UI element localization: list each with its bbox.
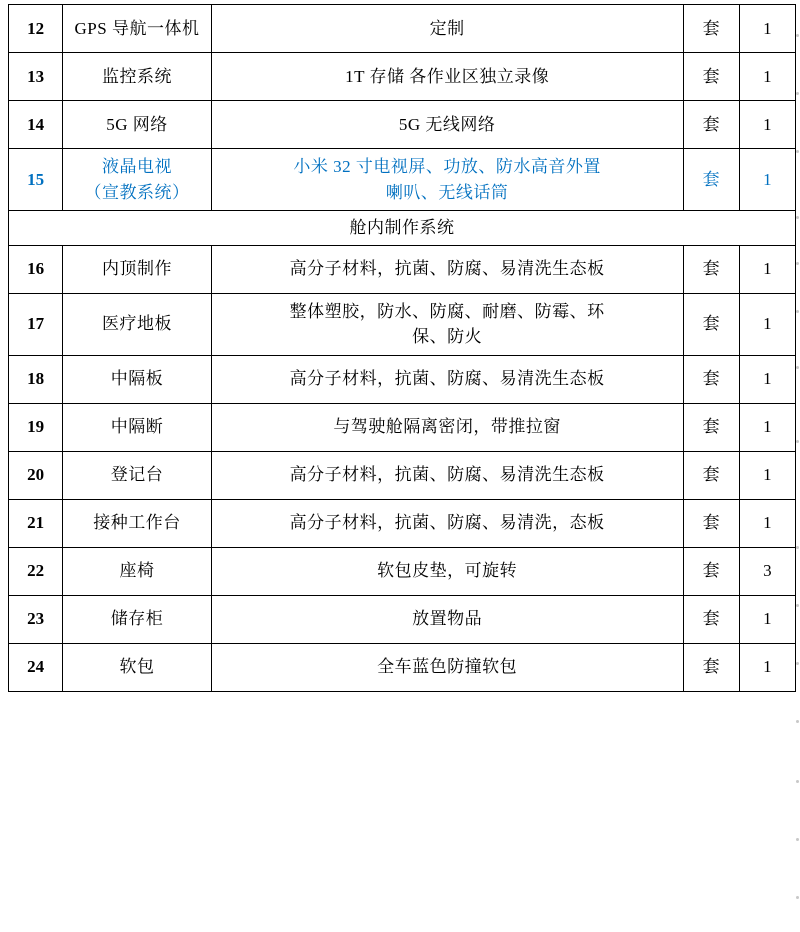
row-description: 软包皮垫，可旋转	[211, 547, 683, 595]
row-description: 全车蓝色防撞软包	[211, 643, 683, 691]
row-number: 21	[9, 499, 63, 547]
table-row	[9, 355, 796, 403]
table-row	[9, 149, 796, 211]
table-row	[9, 499, 796, 547]
row-unit: 套	[683, 643, 739, 691]
row-quantity: 1	[739, 499, 795, 547]
row-description: 高分子材料，抗菌、防腐、易清洗，态板	[211, 499, 683, 547]
table-row	[9, 245, 796, 293]
row-name: 软包	[63, 643, 212, 691]
row-unit: 套	[683, 245, 739, 293]
row-number: 24	[9, 643, 63, 691]
row-name: 内顶制作	[63, 245, 212, 293]
row-description-line2: 喇叭、无线话筒	[385, 182, 509, 202]
row-name: 登记台	[63, 451, 212, 499]
row-number: 12	[9, 5, 63, 53]
row-quantity: 1	[739, 355, 795, 403]
table-row	[9, 403, 796, 451]
table-row	[9, 101, 796, 149]
row-name: 中隔断	[63, 403, 212, 451]
table-row	[9, 547, 796, 595]
row-name: 储存柜	[63, 595, 212, 643]
section-header-row	[9, 211, 796, 246]
row-unit: 套	[683, 149, 739, 211]
row-unit: 套	[683, 101, 739, 149]
table-body	[9, 5, 796, 692]
row-name: 接种工作台	[63, 499, 212, 547]
row-quantity: 1	[739, 451, 795, 499]
row-name: 5G 网络	[63, 101, 212, 149]
row-quantity: 1	[739, 293, 795, 355]
row-description: 与驾驶舱隔离密闭，带推拉窗	[211, 403, 683, 451]
row-name: 座椅	[63, 547, 212, 595]
row-quantity: 1	[739, 5, 795, 53]
row-description: 1T 存储 各作业区独立录像	[211, 53, 683, 101]
row-quantity: 3	[739, 547, 795, 595]
row-description: 定制	[211, 5, 683, 53]
row-unit: 套	[683, 499, 739, 547]
row-number: 14	[9, 101, 63, 149]
row-description: 高分子材料，抗菌、防腐、易清洗生态板	[211, 355, 683, 403]
row-description-line1: 小米 32 寸电视屏、功放、防水高音外置	[293, 157, 601, 176]
section-title: 舱内制作系统	[9, 211, 796, 246]
table-row	[9, 595, 796, 643]
row-number: 20	[9, 451, 63, 499]
table-row	[9, 5, 796, 53]
row-number: 13	[9, 53, 63, 101]
row-number: 15	[9, 149, 63, 211]
row-quantity: 1	[739, 643, 795, 691]
table-row	[9, 53, 796, 101]
row-number: 16	[9, 245, 63, 293]
row-unit: 套	[683, 403, 739, 451]
row-number: 18	[9, 355, 63, 403]
row-unit: 套	[683, 547, 739, 595]
row-quantity: 1	[739, 101, 795, 149]
row-unit: 套	[683, 53, 739, 101]
table-row	[9, 643, 796, 691]
row-description: 放置物品	[211, 595, 683, 643]
row-description-line2: 保、防火	[412, 327, 483, 346]
row-number: 19	[9, 403, 63, 451]
row-quantity: 1	[739, 595, 795, 643]
row-unit: 套	[683, 5, 739, 53]
row-description-line1: 整体塑胶，防水、防腐、耐磨、防霉、环	[289, 301, 605, 321]
row-description: 高分子材料，抗菌、防腐、易清洗生态板	[211, 451, 683, 499]
row-quantity: 1	[739, 403, 795, 451]
row-quantity: 1	[739, 245, 795, 293]
row-description	[211, 293, 683, 355]
row-name	[63, 149, 212, 211]
row-description	[211, 149, 683, 211]
table-row	[9, 451, 796, 499]
row-quantity: 1	[739, 149, 795, 211]
row-name: 中隔板	[63, 355, 212, 403]
row-quantity: 1	[739, 53, 795, 101]
row-description: 5G 无线网络	[211, 101, 683, 149]
row-name-line2: （宣教系统）	[84, 182, 190, 202]
row-unit: 套	[683, 293, 739, 355]
row-name: 医疗地板	[63, 293, 212, 355]
row-name: GPS 导航一体机	[63, 5, 212, 53]
table-row	[9, 293, 796, 355]
row-name-line1: 液晶电视	[101, 157, 172, 176]
row-unit: 套	[683, 595, 739, 643]
specification-table	[8, 4, 796, 692]
row-unit: 套	[683, 355, 739, 403]
row-description: 高分子材料，抗菌、防腐、易清洗生态板	[211, 245, 683, 293]
row-number: 22	[9, 547, 63, 595]
row-name: 监控系统	[63, 53, 212, 101]
row-number: 17	[9, 293, 63, 355]
row-unit: 套	[683, 451, 739, 499]
row-number: 23	[9, 595, 63, 643]
